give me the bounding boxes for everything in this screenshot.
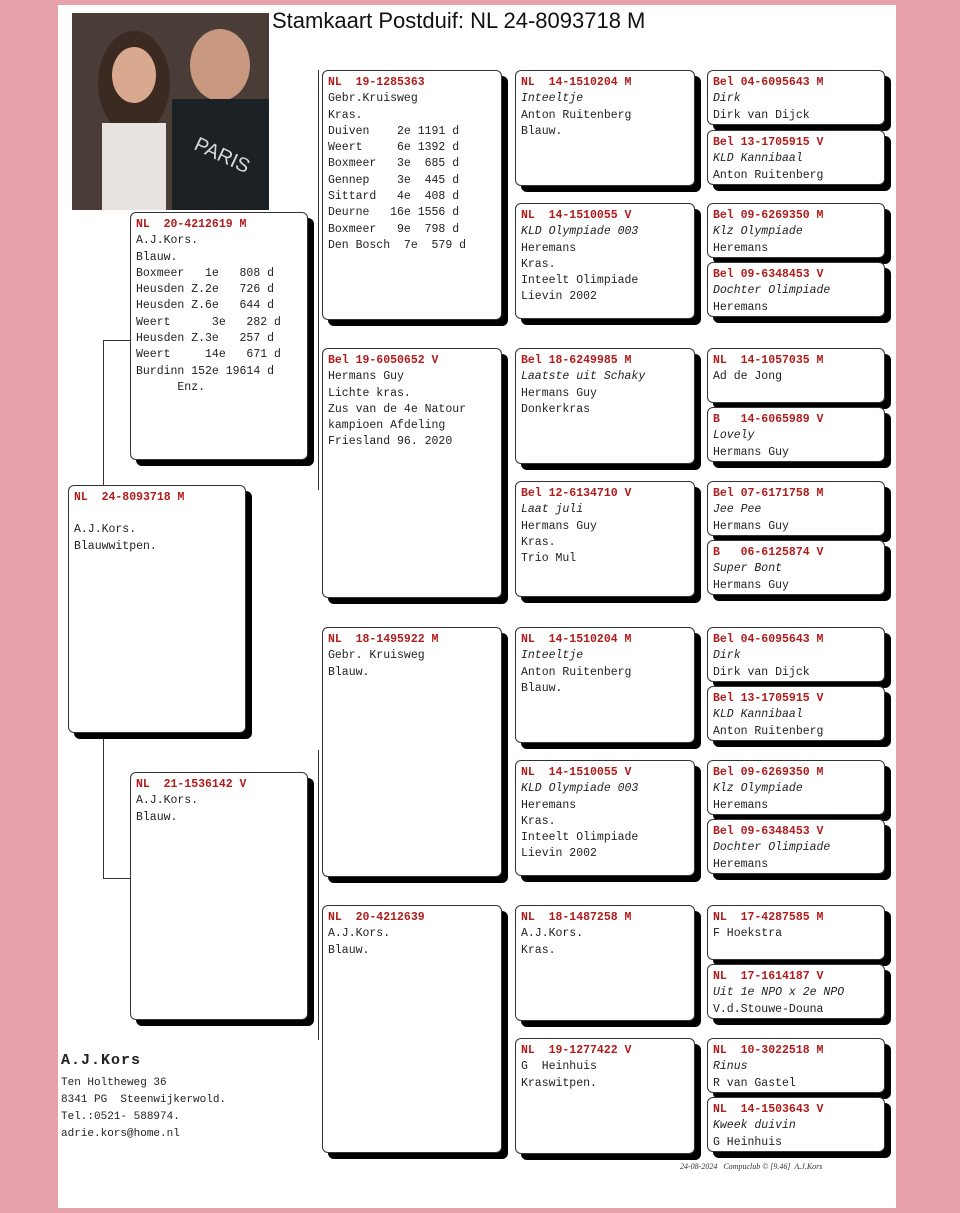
- pedigree-card-gen2[interactable]: Bel 19-6050652 V Hermans Guy Lichte kras. Zus van de 4e Natour kampioen Afdeling Friesland 96. 2020: [322, 348, 502, 598]
- ring-number: NL 21-1536142 V: [136, 778, 247, 791]
- pedigree-card-gen4[interactable]: B 14-6065989 V Lovely Hermans Guy: [707, 407, 885, 462]
- pedigree-card-gen3[interactable]: Bel 18-6249985 M Laatste uit Schaky Hermans Guy Donkerkras: [515, 348, 695, 464]
- pedigree-card-mother[interactable]: NL 21-1536142 V A.J.Kors. Blauw.: [130, 772, 308, 1020]
- pedigree-card-gen3[interactable]: NL 14-1510204 M Inteeltje Anton Ruitenberg Blauw.: [515, 627, 695, 743]
- print-footer: 24-08-2024 Compuclub © [9.46] A.J.Kors: [680, 1162, 823, 1171]
- owner-info: [61, 1052, 226, 1143]
- ring-number: Bel 09-6348453 V: [713, 268, 824, 281]
- ring-number: Bel 13-1705915 V: [713, 136, 824, 149]
- pedigree-card-gen3[interactable]: NL 19-1277422 V G Heinhuis Kraswitpen.: [515, 1038, 695, 1154]
- pedigree-card-gen4[interactable]: Bel 09-6269350 M Klz Olympiade Heremans: [707, 203, 885, 258]
- ring-number: NL 14-1510204 M: [521, 633, 632, 646]
- ring-number: Bel 19-6050652 V: [328, 354, 439, 367]
- pedigree-card-gen4[interactable]: Bel 04-6095643 M Dirk Dirk van Dijck: [707, 627, 885, 682]
- ring-number: Bel 04-6095643 M: [713, 76, 824, 89]
- ring-number: NL 19-1277422 V: [521, 1044, 632, 1057]
- pedigree-card-gen2[interactable]: NL 18-1495922 M Gebr. Kruisweg Blauw.: [322, 627, 502, 877]
- pedigree-card-gen4[interactable]: NL 10-3022518 M Rinus R van Gastel: [707, 1038, 885, 1093]
- pedigree-card-gen4[interactable]: Bel 13-1705915 V KLD Kannibaal Anton Ruitenberg: [707, 686, 885, 741]
- pedigree-card-father[interactable]: NL 20-4212619 M A.J.Kors. Blauw. Boxmeer 1e 808 d Heusden Z.2e 726 d Heusden Z.6e 644 d Weert 3e 282 d Heusden Z.3e 257 d Weert 14e 671 d Burdinn 152e 19614 d Enz.: [130, 212, 308, 460]
- pedigree-card-gen4[interactable]: NL 17-1614187 V Uit 1e NPO x 2e NPO V.d.Stouwe-Douna: [707, 964, 885, 1019]
- ring-number: B 14-6065989 V: [713, 413, 824, 426]
- pedigree-card-gen4[interactable]: NL 14-1503643 V Kweek duivin G Heinhuis: [707, 1097, 885, 1152]
- ring-number: NL 14-1510204 M: [521, 76, 632, 89]
- ring-number: Bel 07-6171758 M: [713, 487, 824, 500]
- ring-number: NL 17-4287585 M: [713, 911, 824, 924]
- pedigree-card-gen4[interactable]: NL 14-1057035 M Ad de Jong: [707, 348, 885, 403]
- ring-number: NL 24-8093718 M: [74, 491, 185, 504]
- ring-number: Bel 12-6134710 V: [521, 487, 632, 500]
- owner-city: 8341 PG Steenwijkerwold.: [61, 1094, 227, 1106]
- connector-line: [103, 340, 131, 490]
- owner-email[interactable]: adrie.kors@home.nl: [61, 1128, 180, 1140]
- pedigree-card-gen2[interactable]: NL 20-4212639 A.J.Kors. Blauw.: [322, 905, 502, 1153]
- owner-photo: [72, 13, 269, 210]
- ring-number: NL 14-1510055 V: [521, 209, 632, 222]
- pedigree-card-gen4[interactable]: Bel 09-6348453 V Dochter Olimpiade Heremans: [707, 819, 885, 874]
- ring-number: NL 18-1487258 M: [521, 911, 632, 924]
- ring-number: Bel 09-6269350 M: [713, 766, 824, 779]
- ring-number: Bel 13-1705915 V: [713, 692, 824, 705]
- owner-phone: Tel.:0521- 588974.: [61, 1111, 180, 1123]
- ring-number: NL 18-1495922 M: [328, 633, 439, 646]
- ring-number: NL 20-4212639: [328, 911, 425, 924]
- owner-address: Ten Holtheweg 36: [61, 1077, 167, 1089]
- pedigree-card-gen3[interactable]: NL 14-1510055 V KLD Olympiade 003 Heremans Kras. Inteelt Olimpiade Lievin 2002: [515, 203, 695, 319]
- pedigree-card-gen3[interactable]: NL 14-1510204 M Inteeltje Anton Ruitenberg Blauw.: [515, 70, 695, 186]
- pedigree-card-gen4[interactable]: Bel 13-1705915 V KLD Kannibaal Anton Ruitenberg: [707, 130, 885, 185]
- ring-number: NL 14-1503643 V: [713, 1103, 824, 1116]
- ring-number: NL 14-1057035 M: [713, 354, 824, 367]
- pedigree-card-gen4[interactable]: NL 17-4287585 M F Hoekstra: [707, 905, 885, 960]
- ring-number: NL 14-1510055 V: [521, 766, 632, 779]
- pedigree-card-gen4[interactable]: Bel 04-6095643 M Dirk Dirk van Dijck: [707, 70, 885, 125]
- pedigree-card-gen2[interactable]: NL 19-1285363 Gebr.Kruisweg Kras. Duiven 2e 1191 d Weert 6e 1392 d Boxmeer 3e 685 d Gennep 3e 445 d Sittard 4e 408 d Deurne 16e 1556 d Boxmeer 9e 798 d Den Bosch 7e 579 d: [322, 70, 502, 320]
- svg-text:PARIS: PARIS: [190, 133, 254, 179]
- ring-number: NL 19-1285363: [328, 76, 425, 89]
- pedigree-card-gen4[interactable]: Bel 09-6269350 M Klz Olympiade Heremans: [707, 760, 885, 815]
- connector-line: [103, 736, 131, 879]
- ring-number: NL 20-4212619 M: [136, 218, 247, 231]
- pedigree-card-gen3[interactable]: NL 18-1487258 M A.J.Kors. Kras.: [515, 905, 695, 1021]
- ring-number: NL 10-3022518 M: [713, 1044, 824, 1057]
- ring-number: Bel 09-6348453 V: [713, 825, 824, 838]
- pedigree-card-gen3[interactable]: NL 14-1510055 V KLD Olympiade 003 Heremans Kras. Inteelt Olimpiade Lievin 2002: [515, 760, 695, 876]
- page-title: Stamkaart Postduif: NL 24-8093718 M: [272, 8, 646, 33]
- ring-number: NL 17-1614187 V: [713, 970, 824, 983]
- pedigree-card-gen4[interactable]: Bel 09-6348453 V Dochter Olimpiade Heremans: [707, 262, 885, 317]
- connector-line: [318, 70, 319, 490]
- ring-number: Bel 09-6269350 M: [713, 209, 824, 222]
- pedigree-card-gen4[interactable]: B 06-6125874 V Super Bont Hermans Guy: [707, 540, 885, 595]
- ring-number: Bel 04-6095643 M: [713, 633, 824, 646]
- connector-line: [318, 750, 319, 1040]
- pedigree-card-main[interactable]: NL 24-8093718 M A.J.Kors. Blauwwitpen.: [68, 485, 246, 733]
- pedigree-card-gen3[interactable]: Bel 12-6134710 V Laat juli Hermans Guy Kras. Trio Mul: [515, 481, 695, 597]
- ring-number: B 06-6125874 V: [713, 546, 824, 559]
- owner-name: A.J.Kors: [61, 1052, 142, 1069]
- ring-number: Bel 18-6249985 M: [521, 354, 632, 367]
- pedigree-card-gen4[interactable]: Bel 07-6171758 M Jee Pee Hermans Guy: [707, 481, 885, 536]
